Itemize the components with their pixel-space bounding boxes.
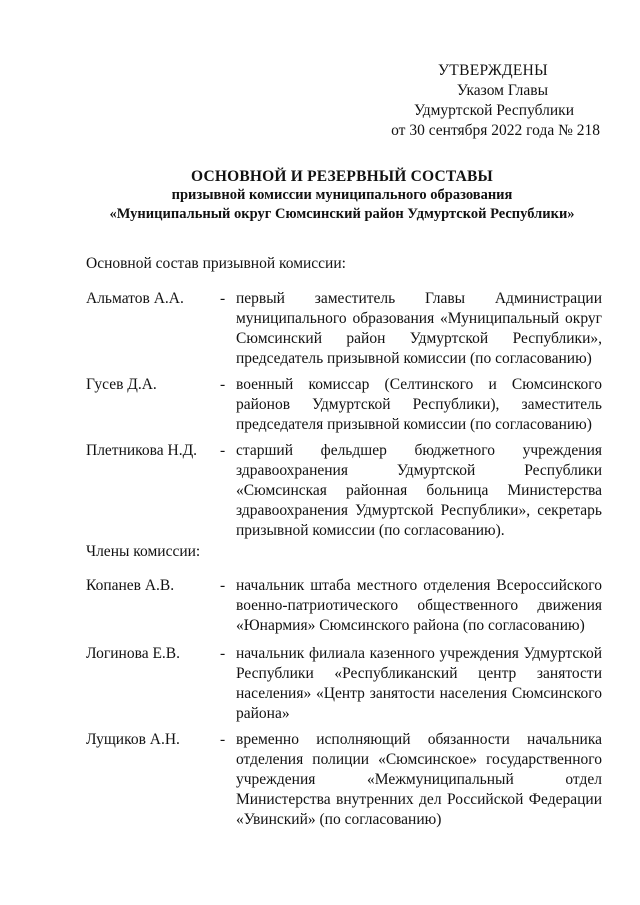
approval-title: УТВЕРЖДЕНЫ [438, 62, 548, 79]
member-entry [86, 441, 602, 541]
member-description: военный комиссар (Селтинского и Сюмсинского районов Удмуртской Республики), заместитель председателя призывной комиссии (по согласованию) [236, 376, 602, 433]
member-dash: - [220, 290, 226, 307]
heading-subtitle-2: «Муниципальный округ Сюмсинский район Удмуртской Республики» [109, 206, 575, 222]
document-heading [86, 167, 598, 224]
commission-members-label: Члены комиссии: [86, 543, 201, 560]
approval-stamp [391, 61, 600, 141]
approval-date-line: от 30 сентября 2022 года № 218 [391, 122, 600, 139]
approval-authority-line: Удмуртской Республики [413, 102, 574, 119]
member-dash: - [220, 645, 226, 662]
member-description: начальник филиала казенного учреждения Удмуртской Республики «Республиканский центр занятости населения» «Центр занятости населения Сюмсинского района» [236, 645, 602, 722]
member-entry [86, 375, 602, 435]
member-description: временно исполняющий обязанности начальника отделения полиции «Сюмсинское» государственного учреждения «Межмуниципальный отдел Министерства внутренних дел Российской Федерации «Увинский» (по согласованию) [236, 731, 602, 828]
member-entry [86, 289, 602, 369]
heading-title: ОСНОВНОЙ И РЕЗЕРВНЫЙ СОСТАВЫ [191, 168, 493, 185]
member-name: Плетникова Н.Д. [86, 442, 198, 459]
member-entry [86, 730, 602, 830]
main-composition-label: Основной состав призывной комиссии: [86, 255, 346, 272]
member-dash: - [220, 376, 226, 393]
member-dash: - [220, 442, 226, 459]
member-description: начальник штаба местного отделения Всероссийского военно-патриотического общественного движения «Юнармия» Сюмсинского района (по согласованию) [236, 577, 602, 634]
member-entry [86, 576, 602, 636]
member-name: Копанев А.В. [86, 577, 175, 594]
member-dash: - [220, 731, 226, 748]
member-dash: - [220, 577, 226, 594]
heading-subtitle-1: призывной комиссии муниципального образования [171, 187, 513, 203]
member-name: Лущиков А.Н. [86, 731, 180, 748]
member-name: Логинова Е.В. [86, 645, 180, 662]
member-name: Гусев Д.А. [86, 376, 157, 393]
member-entry [86, 644, 602, 724]
member-description: первый заместитель Главы Администрации муниципального образования «Муниципальный округ Сюмсинский район Удмуртской Республики», председатель призывной комиссии (по согласованию) [236, 290, 602, 367]
approval-decree-line: Указом Главы [456, 82, 548, 99]
member-description: старший фельдшер бюджетного учреждения здравоохранения Удмуртской Республики «Сюмсинская районная больница Министерства здравоохранения Удмуртской Республики», секретарь призывной комиссии (по согласованию). [236, 442, 602, 539]
member-name: Альматов А.А. [86, 290, 184, 307]
